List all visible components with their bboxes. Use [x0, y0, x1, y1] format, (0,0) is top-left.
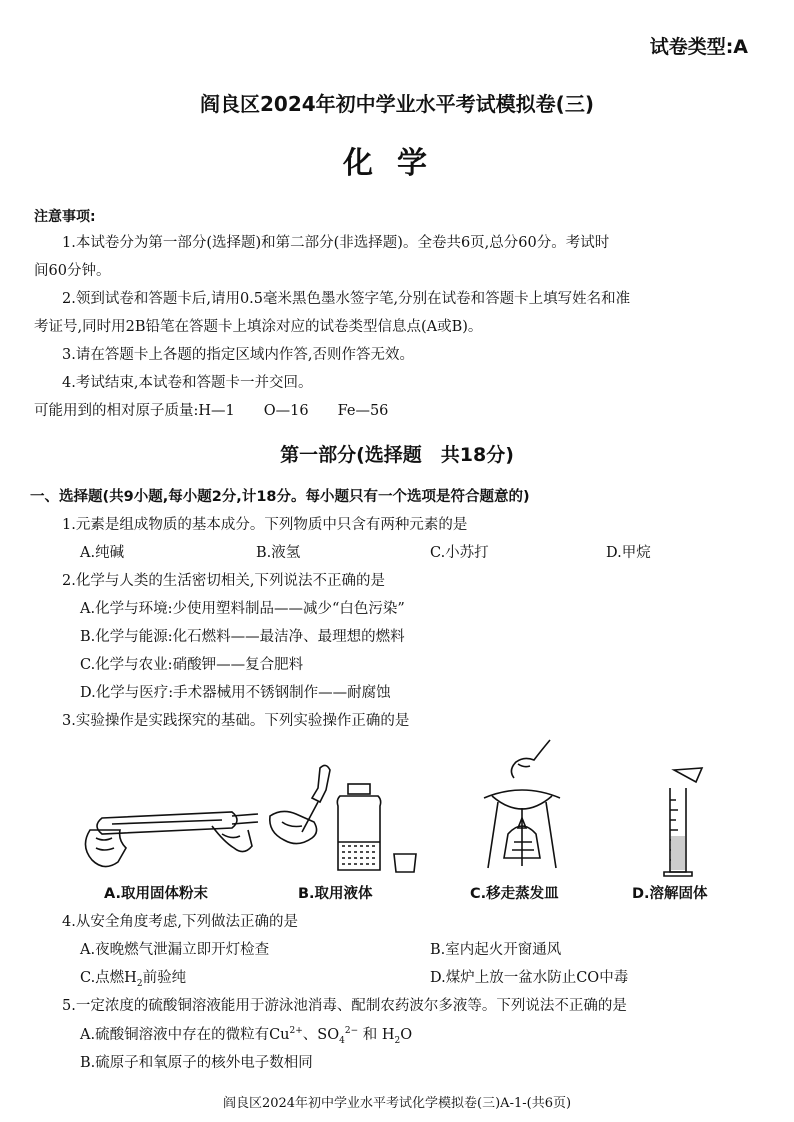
q3-stem: 3.实验操作是实践探究的基础。下列实验操作正确的是	[62, 713, 410, 729]
figure-b-liquid-dropper	[262, 762, 422, 877]
exam-title: 阎良区2024年初中学业水平考试模拟卷(三)	[200, 92, 594, 116]
q4-stem: 4.从安全角度考虑,下列做法正确的是	[62, 914, 298, 930]
q5-option-a: A.硫酸铜溶液中存在的微粒有$Cu^{2+}$、$SO_4^{2-}$ 和 $H_2O$	[80, 1026, 413, 1046]
q4-option-a: A.夜晚燃气泄漏立即开灯检查	[80, 942, 270, 958]
q1-stem: 1.元素是组成物质的基本成分。下列物质中只含有两种元素的是	[62, 517, 468, 533]
note-2a: 2.领到试卷和答题卡后,请用0.5毫米黑色墨水签字笔,分别在试卷和答题卡上填写姓名和准	[62, 291, 631, 307]
q1-option-a: A.纯碱	[80, 545, 125, 561]
subject-title: 化学	[343, 146, 451, 181]
paper-type-label: 试卷类型:A	[649, 36, 748, 58]
q1-option-b: B.液氢	[256, 545, 301, 561]
figure-d-graduated-cylinder	[640, 766, 720, 878]
page-footer: 阎良区2024年初中学业水平考试化学模拟卷(三)A-1-(共6页)	[222, 1096, 572, 1111]
section1-heading: 一、选择题(共9小题,每小题2分,计18分。每小题只有一个选项是符合题意的)	[30, 489, 530, 505]
figure-c-caption: C.移走蒸发皿	[470, 886, 559, 902]
q4-option-b: B.室内起火开窗通风	[430, 942, 562, 958]
figure-a-caption: A.取用固体粉末	[104, 886, 208, 902]
note-4: 4.考试结束,本试卷和答题卡一并交回。	[62, 375, 313, 391]
q2-option-b: B.化学与能源:化石燃料——最洁净、最理想的燃料	[80, 629, 405, 645]
q4-option-c: C.点燃$H_2$前验纯	[80, 970, 187, 989]
q1-option-c: C.小苏打	[430, 545, 489, 561]
atomic-mass-line: 可能用到的相对原子质量:H—1 O—16 Fe—56	[34, 403, 389, 419]
figure-c-evaporating-dish	[478, 738, 568, 878]
q5-option-b: B.硫原子和氧原子的核外电子数相同	[80, 1055, 313, 1071]
figure-b-caption: B.取用液体	[298, 886, 373, 902]
note-3: 3.请在答题卡上各题的指定区域内作答,否则作答无效。	[62, 347, 414, 363]
figure-a-solid-powder	[82, 790, 262, 875]
q2-option-a: A.化学与环境:少使用塑料制品——减少“白色污染”	[80, 601, 405, 617]
q2-stem: 2.化学与人类的生活密切相关,下列说法不正确的是	[62, 573, 385, 589]
q4-option-d: D.煤炉上放一盆水防止CO中毒	[430, 970, 629, 986]
note-1a: 1.本试卷分为第一部分(选择题)和第二部分(非选择题)。全卷共6页,总分60分。考试时	[62, 235, 610, 251]
q2-option-d: D.化学与医疗:手术器械用不锈钢制作——耐腐蚀	[80, 685, 391, 701]
note-2b: 考证号,同时用2B铅笔在答题卡上填涂对应的试卷类型信息点(A或B)。	[34, 319, 483, 335]
q1-option-d: D.甲烷	[606, 545, 651, 561]
q5-stem: 5.一定浓度的硫酸铜溶液能用于游泳池消毒、配制农药波尔多液等。下列说法不正确的是	[62, 998, 627, 1014]
q2-option-c: C.化学与农业:硝酸钾——复合肥料	[80, 657, 304, 673]
part1-heading: 第一部分(选择题 共18分)	[280, 444, 514, 466]
notes-heading: 注意事项:	[34, 209, 96, 225]
figure-d-caption: D.溶解固体	[632, 886, 708, 902]
note-1b: 间60分钟。	[34, 263, 111, 279]
